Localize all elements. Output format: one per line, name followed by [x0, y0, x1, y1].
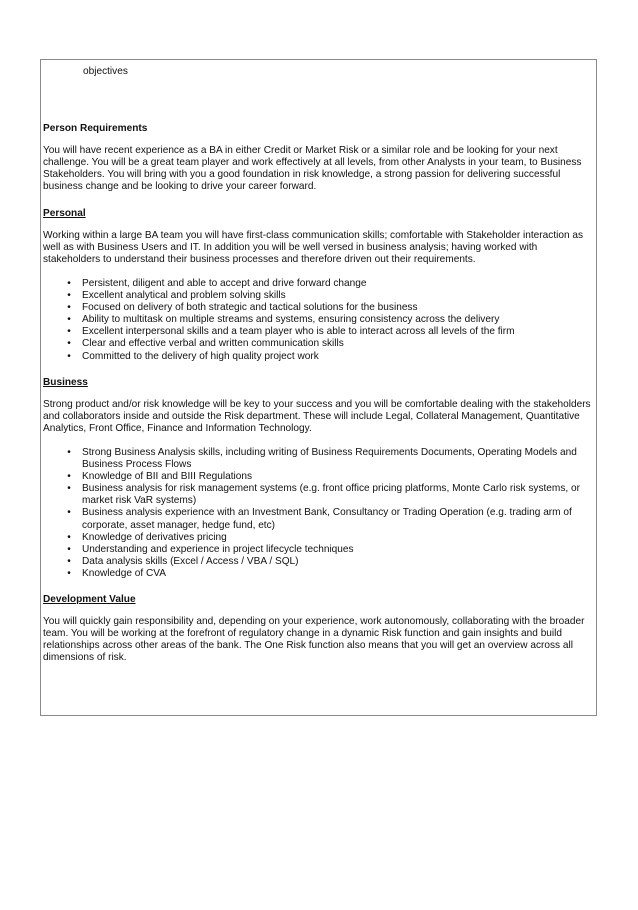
bullet-icon: •: [67, 531, 71, 543]
bullet-icon: •: [67, 446, 71, 458]
person-requirements-heading: Person Requirements: [43, 123, 148, 135]
bullet-icon: •: [67, 567, 71, 579]
business-heading: Business: [43, 376, 88, 388]
bullet-icon: •: [67, 290, 71, 302]
bullet-icon: •: [67, 338, 71, 350]
list-item: [43, 568, 594, 580]
list-item: [43, 532, 594, 544]
list-item-text: Knowledge of derivatives pricing: [82, 531, 227, 543]
list-item-text: Data analysis skills (Excel / Access / VBA / SQL): [82, 555, 299, 567]
list-item: [43, 447, 594, 471]
content-body: [43, 66, 594, 664]
list-item: [43, 302, 594, 314]
list-item-text: Business analysis experience with an Investment Bank, Consultancy or Trading Operation (e.g. trading arm of corporate, asset manager, hedge fund, etc): [82, 507, 572, 531]
list-item: [43, 483, 594, 507]
list-item: [43, 544, 594, 556]
personal-heading: Personal: [43, 207, 86, 219]
personal-bullet-list: [43, 278, 594, 363]
list-item: [43, 314, 594, 326]
list-item-text: Excellent interpersonal skills and a team player who is able to interact across all levels of the firm: [82, 326, 515, 338]
list-item: [43, 471, 594, 483]
list-item-text: Knowledge of BII and BIII Regulations: [82, 471, 253, 483]
development-value-heading: Development Value: [43, 594, 136, 605]
person-requirements-body: You will have recent experience as a BA in either Credit or Market Risk or a similar role and be looking for your next challenge. You will be a great team player and work effectively at all levels, from other Analysts in your team, to Business Stakeholders. You will bring with you a good foundation in risk knowledge, a strong passion for delivering successful business change and be looking to drive your career forward.: [43, 145, 582, 193]
list-item: [43, 278, 594, 290]
bullet-icon: •: [67, 277, 71, 289]
bullet-icon: •: [67, 326, 71, 338]
business-body: Strong product and/or risk knowledge will be key to your success and you will be comfortable dealing with the stakeholders and collaborators inside and outside the Risk department. These will include Legal, Collateral Management, Quantitative Analytics, Front Office, Finance and Information Technology.: [43, 398, 591, 434]
list-item-text: Knowledge of CVA: [82, 567, 166, 579]
list-item: [43, 556, 594, 568]
list-item-text: Persistent, diligent and able to accept and drive forward change: [82, 277, 367, 289]
personal-body: Working within a large BA team you will have first-class communication skills; comfortable with Stakeholder interaction as well as with Business Users and IT. In addition you will be well versed in business analysis; having worked with stakeholders to understand their business processes and therefore driven out their requirements.: [43, 229, 584, 265]
list-item-text: Committed to the delivery of high quality project work: [82, 350, 319, 362]
list-item: [43, 338, 594, 350]
list-item: [43, 290, 594, 302]
list-item-text: Focused on delivery of both strategic and tactical solutions for the business: [82, 302, 418, 314]
list-item-text: Clear and effective verbal and written communication skills: [82, 338, 344, 350]
bullet-icon: •: [67, 471, 71, 483]
development-value-body: You will quickly gain responsibility and, depending on your experience, work autonomously, collaborating with the broader team. You will be working at the forefront of regulatory change in a dynamic Risk function and gain insights and build relationships across other areas of the bank. The One Risk function also means that you will get an overview across all dimensions of risk.: [43, 616, 585, 664]
bullet-icon: •: [67, 555, 71, 567]
list-item-text: Strong Business Analysis skills, including writing of Business Requirements Documents, Operating Models and Business Process Flows: [82, 446, 577, 471]
bullet-icon: •: [67, 302, 71, 314]
list-item: [43, 351, 594, 363]
list-item-text: Understanding and experience in project lifecycle techniques: [82, 543, 354, 555]
business-bullet-list: [43, 447, 594, 580]
content-box: [40, 59, 597, 716]
list-item: [43, 507, 594, 531]
bullet-icon: •: [67, 350, 71, 362]
bullet-icon: •: [67, 543, 71, 555]
list-item: [43, 326, 594, 338]
list-item-text: Excellent analytical and problem solving skills: [82, 290, 286, 302]
list-item-text: Business analysis for risk management systems (e.g. front office pricing platforms, Monte Carlo risk systems, or market risk VaR systems): [82, 483, 580, 507]
bullet-icon: •: [67, 507, 71, 519]
bullet-icon: •: [67, 314, 71, 326]
list-item-text: Ability to multitask on multiple streams and systems, ensuring consistency across the delivery: [82, 314, 500, 326]
bullet-icon: •: [67, 483, 71, 495]
objectives-text: objectives: [83, 66, 128, 77]
